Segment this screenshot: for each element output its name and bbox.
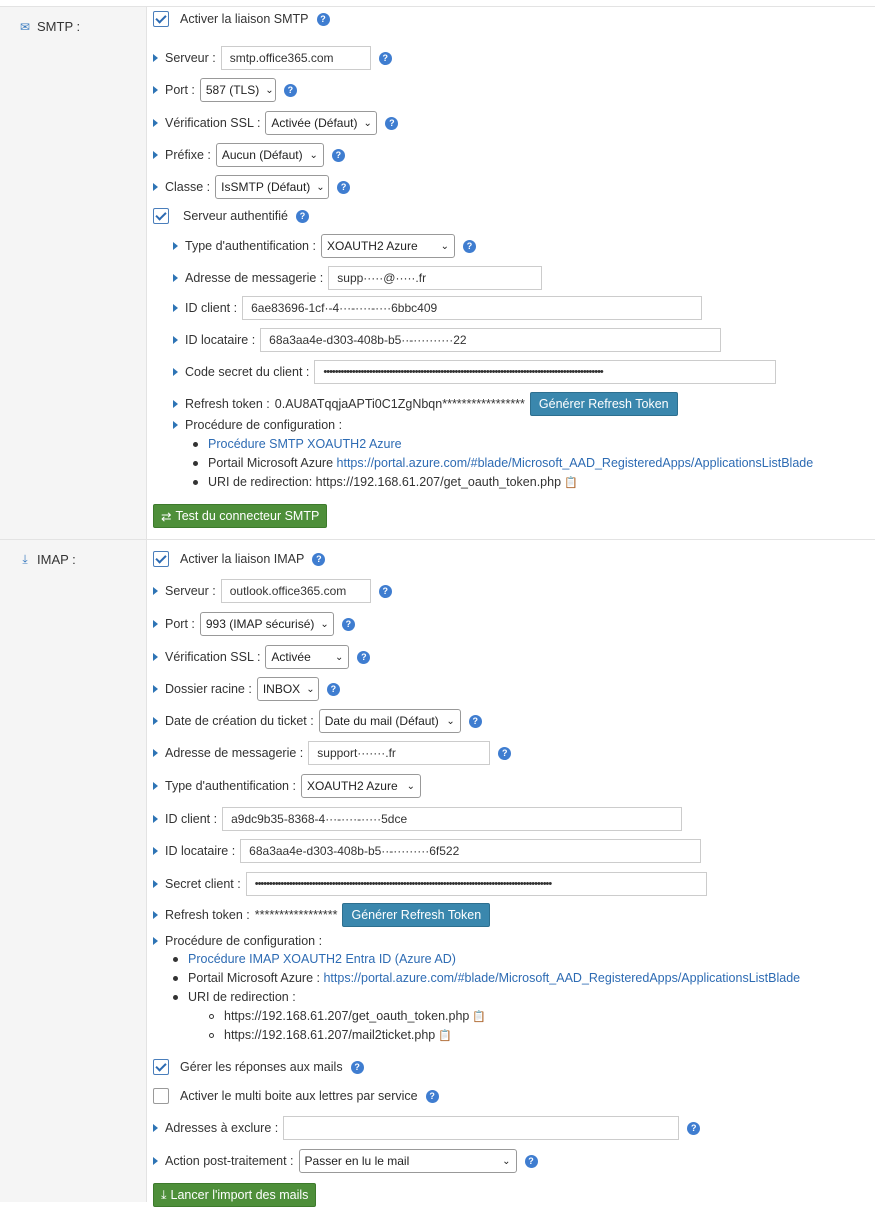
smtp-client-id-label: ID client : <box>185 301 238 315</box>
chevron-down-icon: ⌄ <box>309 149 318 161</box>
smtp-email-label: Adresse de messagerie : <box>185 271 324 285</box>
caret-right-icon <box>153 620 158 628</box>
imap-secret-row <box>153 871 707 897</box>
list-item <box>193 454 813 472</box>
list-item <box>173 950 456 968</box>
smtp-prefix-label: Préfixe : <box>165 148 211 162</box>
smtp-portal-link[interactable]: https://portal.azure.com/#blade/Microsoft_AAD_RegisteredApps/ApplicationsListBlade <box>336 456 814 470</box>
help-icon[interactable]: ? <box>498 747 511 760</box>
imap-auth-type-select[interactable] <box>301 774 421 798</box>
smtp-server-label: Serveur : <box>165 51 216 65</box>
smtp-generate-refresh-button[interactable]: Générer Refresh Token <box>530 392 678 416</box>
chevron-down-icon: ⌄ <box>320 618 329 630</box>
download-icon: ⤓ <box>22 552 28 566</box>
smtp-refresh-value: 0.AU8ATqqjaAPTi0C1ZgNbqn***************** <box>274 397 525 411</box>
imap-auth-type-label: Type d'authentification : <box>165 779 296 793</box>
imap-email-label: Adresse de messagerie : <box>165 746 304 760</box>
smtp-tenant-id-row <box>173 327 721 353</box>
imap-exclude-label: Adresses à exclure : <box>165 1121 279 1135</box>
imap-tenant-id-label: ID locataire : <box>165 844 236 858</box>
smtp-tenant-id-label: ID locataire : <box>185 333 256 347</box>
caret-right-icon <box>153 782 158 790</box>
smtp-secret-input[interactable]: •••••••••••••••••••••••••••••••••••••••••••••••••••••••••••••••••••••••••••••••••••••••••••••••••• <box>314 360 776 384</box>
smtp-auth-type-select[interactable] <box>321 234 455 258</box>
imap-reply-checkbox[interactable] <box>153 1059 169 1075</box>
imap-post-select[interactable] <box>299 1149 517 1173</box>
imap-refresh-label: Refresh token : <box>165 908 250 922</box>
imap-enable-label: Activer la liaison IMAP <box>180 552 305 566</box>
caret-right-icon <box>153 911 158 919</box>
smtp-secret-label: Code secret du client : <box>185 365 310 379</box>
imap-import-row <box>153 1182 316 1208</box>
imap-date-row <box>153 708 482 734</box>
smtp-secret-row <box>173 359 776 385</box>
imap-tenant-id-row <box>153 838 701 864</box>
help-icon[interactable]: ? <box>525 1155 538 1168</box>
help-icon[interactable]: ? <box>317 13 330 26</box>
list-item <box>209 1026 452 1044</box>
caret-right-icon <box>153 880 158 888</box>
imap-folder-label: Dossier racine : <box>165 682 252 696</box>
smtp-test-button-label: Test du connecteur SMTP <box>175 509 320 523</box>
imap-reply-row <box>153 1054 364 1080</box>
smtp-port-select[interactable] <box>200 78 276 102</box>
smtp-port-value: 587 (TLS) <box>205 83 260 97</box>
smtp-portal-label: Portail Microsoft Azure <box>208 456 334 470</box>
help-icon[interactable]: ? <box>327 683 340 696</box>
imap-email-input[interactable]: support·······.fr <box>308 741 490 765</box>
imap-auth-type-row <box>153 773 421 799</box>
smtp-procedure-label: Procédure de configuration : <box>185 418 343 432</box>
list-item <box>209 1007 486 1025</box>
imap-generate-refresh-button[interactable]: Générer Refresh Token <box>342 903 490 927</box>
imap-port-value: 993 (IMAP sécurisé) <box>205 617 315 631</box>
help-icon[interactable]: ? <box>312 553 325 566</box>
smtp-port-label: Port : <box>165 83 195 97</box>
help-icon[interactable]: ? <box>351 1061 364 1074</box>
bullet <box>193 461 198 466</box>
imap-server-row <box>153 578 392 604</box>
caret-right-icon <box>153 151 158 159</box>
help-icon[interactable]: ? <box>379 585 392 598</box>
bullet <box>173 995 178 1000</box>
chevron-down-icon: ⌄ <box>406 780 415 792</box>
envelope-icon: ✉ <box>19 19 31 34</box>
help-icon[interactable]: ? <box>463 240 476 253</box>
chevron-down-icon: ⌄ <box>316 181 325 193</box>
smtp-server-input[interactable]: smtp.office365.com <box>221 46 371 70</box>
imap-server-label: Serveur : <box>165 584 216 598</box>
chevron-down-icon: ⌄ <box>306 683 315 695</box>
help-icon[interactable]: ? <box>379 52 392 65</box>
caret-right-icon <box>153 847 158 855</box>
smtp-ssl-label: Vérification SSL : <box>165 116 261 130</box>
clipboard-icon[interactable]: 📋 <box>472 1010 487 1023</box>
bullet <box>193 480 198 485</box>
smtp-auth-type-label: Type d'authentification : <box>185 239 316 253</box>
caret-right-icon <box>153 587 158 595</box>
imap-exclude-input[interactable] <box>283 1116 679 1140</box>
smtp-client-id-row <box>173 295 702 321</box>
imap-post-label: Action post-traitement : <box>165 1154 294 1168</box>
list-item <box>193 435 402 453</box>
smtp-auth-server-label: Serveur authentifié <box>183 209 288 223</box>
imap-client-id-row <box>153 806 682 832</box>
imap-redirect-label: URI de redirection : <box>188 990 296 1004</box>
caret-right-icon <box>153 685 158 693</box>
smtp-test-row <box>153 503 327 529</box>
imap-label-cell <box>0 540 147 1202</box>
imap-ssl-label: Vérification SSL : <box>165 650 261 664</box>
imap-secret-input[interactable]: •••••••••••••••••••••••••••••••••••••••••••••••••••••••••••••••••••••••••••••••••••••••••••••••••••••••• <box>246 872 707 896</box>
imap-ssl-select[interactable] <box>265 645 349 669</box>
caret-right-icon <box>153 54 158 62</box>
bullet <box>209 1014 214 1019</box>
caret-right-icon <box>153 749 158 757</box>
smtp-class-value: IsSMTP (Défaut) <box>221 180 311 194</box>
imap-date-label: Date de création du ticket : <box>165 714 314 728</box>
imap-tenant-id-input[interactable]: 68a3aa4e-d303-408b-b5··-·········6f522 <box>240 839 701 863</box>
list-item <box>173 988 296 1006</box>
imap-client-id-label: ID client : <box>165 812 218 826</box>
caret-right-icon <box>173 400 178 408</box>
chevron-down-icon: ⌄ <box>363 117 372 129</box>
caret-right-icon <box>173 368 178 376</box>
list-item <box>173 969 800 987</box>
help-icon[interactable]: ? <box>337 181 350 194</box>
help-icon[interactable]: ? <box>342 618 355 631</box>
help-icon[interactable]: ? <box>357 651 370 664</box>
caret-right-icon <box>153 717 158 725</box>
bullet <box>193 442 198 447</box>
imap-email-row <box>153 740 511 766</box>
chevron-down-icon: ⌄ <box>502 1155 511 1167</box>
clipboard-icon[interactable]: 📋 <box>564 476 578 489</box>
imap-date-value: Date du mail (Défaut) <box>324 714 439 728</box>
smtp-procedure-link[interactable]: Procédure SMTP XOAUTH2 Azure <box>208 437 402 451</box>
smtp-client-id-input[interactable]: 6ae83696-1cf·-4···-····-····6bbc409 <box>242 296 702 320</box>
smtp-auth-server-checkbox[interactable] <box>153 208 169 224</box>
caret-right-icon <box>153 815 158 823</box>
smtp-class-select[interactable] <box>215 175 329 199</box>
help-icon[interactable]: ? <box>385 117 398 130</box>
bullet <box>173 976 178 981</box>
caret-right-icon <box>153 86 158 94</box>
smtp-auth-server-row <box>153 203 309 229</box>
help-icon[interactable]: ? <box>284 84 297 97</box>
smtp-ssl-value: Activée (Défaut) <box>271 116 358 130</box>
imap-post-row <box>153 1148 538 1174</box>
chevron-down-icon: ⌄ <box>446 715 455 727</box>
bullet <box>209 1033 214 1038</box>
smtp-label-cell <box>0 7 147 539</box>
smtp-email-row <box>173 265 542 291</box>
exchange-icon: ⇄ <box>161 509 172 524</box>
help-icon[interactable]: ? <box>426 1090 439 1103</box>
imap-port-select[interactable] <box>200 612 334 636</box>
smtp-ssl-select[interactable] <box>265 111 377 135</box>
imap-procedure-link[interactable]: Procédure IMAP XOAUTH2 Entra ID (Azure AD) <box>188 952 456 966</box>
chevron-down-icon: ⌄ <box>335 651 344 663</box>
help-icon[interactable]: ? <box>332 149 345 162</box>
imap-multi-checkbox[interactable] <box>153 1088 169 1104</box>
caret-right-icon <box>153 1124 158 1132</box>
smtp-auth-type-value: XOAUTH2 Azure <box>326 239 418 253</box>
imap-exclude-row <box>153 1115 700 1141</box>
smtp-enable-label: Activer la liaison SMTP <box>180 12 309 26</box>
imap-enable-row <box>153 546 325 572</box>
smtp-redirect-label: URI de redirection: https://192.168.61.207/get_oauth_token.php <box>208 475 562 489</box>
caret-right-icon <box>173 242 178 250</box>
imap-folder-row <box>153 676 340 702</box>
imap-secret-label: Secret client : <box>165 877 241 891</box>
imap-multi-row <box>153 1083 439 1109</box>
chevron-down-icon: ⌄ <box>265 84 274 96</box>
imap-refresh-row <box>153 902 490 928</box>
imap-auth-type-value: XOAUTH2 Azure <box>306 779 398 793</box>
smtp-class-label: Classe : <box>165 180 211 194</box>
imap-reply-label: Gérer les réponses aux mails <box>180 1060 343 1074</box>
imap-multi-label: Activer le multi boite aux lettres par service <box>180 1089 418 1103</box>
imap-refresh-value: ***************** <box>254 908 338 922</box>
imap-ssl-row <box>153 644 370 670</box>
smtp-auth-type-row <box>173 233 476 259</box>
imap-section-label: IMAP : <box>37 552 76 567</box>
smtp-class-row <box>153 174 350 200</box>
caret-right-icon <box>173 421 178 429</box>
imap-client-id-input[interactable]: a9dc9b35-8368-4···-····-·····5dce <box>222 807 682 831</box>
smtp-enable-checkbox[interactable] <box>153 11 169 27</box>
smtp-email-input[interactable]: supp·····@·····.fr <box>328 266 542 290</box>
smtp-ssl-row <box>153 110 398 136</box>
chevron-down-icon: ⌄ <box>440 240 449 252</box>
smtp-section-label: SMTP : <box>37 19 81 34</box>
smtp-prefix-row <box>153 142 345 168</box>
caret-right-icon <box>153 183 158 191</box>
smtp-tenant-id-input[interactable]: 68a3aa4e-d303-408b-b5··-··········22 <box>260 328 721 352</box>
imap-import-button-label: Lancer l'import des mails <box>170 1188 309 1202</box>
help-icon[interactable]: ? <box>296 210 309 223</box>
imap-redirect-1: https://192.168.61.207/get_oauth_token.php <box>224 1009 470 1023</box>
list-item <box>193 473 578 491</box>
bullet <box>173 957 178 962</box>
smtp-server-row <box>153 45 392 71</box>
smtp-prefix-value: Aucun (Défaut) <box>221 148 303 162</box>
imap-import-button[interactable] <box>153 1183 316 1207</box>
imap-enable-checkbox[interactable] <box>153 551 169 567</box>
imap-port-row <box>153 611 355 637</box>
caret-right-icon <box>173 336 178 344</box>
caret-right-icon <box>153 119 158 127</box>
smtp-refresh-label: Refresh token : <box>185 397 270 411</box>
download-icon: ⤓ <box>161 1187 167 1202</box>
imap-ssl-value: Activée <box>271 650 311 664</box>
imap-folder-select[interactable] <box>257 677 319 701</box>
smtp-prefix-select[interactable] <box>216 143 324 167</box>
caret-right-icon <box>153 1157 158 1165</box>
help-icon[interactable]: ? <box>687 1122 700 1135</box>
smtp-test-button[interactable] <box>153 504 327 528</box>
caret-right-icon <box>173 304 178 312</box>
imap-server-input[interactable]: outlook.office365.com <box>221 579 371 603</box>
smtp-port-row <box>153 77 297 103</box>
clipboard-icon[interactable]: 📋 <box>438 1029 452 1042</box>
imap-portal-link[interactable]: https://portal.azure.com/#blade/Microsoft_AAD_RegisteredApps/ApplicationsListBlade <box>323 971 801 985</box>
caret-right-icon <box>153 653 158 661</box>
imap-date-select[interactable] <box>319 709 461 733</box>
caret-right-icon <box>153 937 158 945</box>
imap-post-value: Passer en lu le mail <box>304 1154 410 1168</box>
help-icon[interactable]: ? <box>469 715 482 728</box>
imap-procedure-label: Procédure de configuration : <box>165 934 323 948</box>
imap-folder-value: INBOX <box>262 682 301 696</box>
smtp-enable-row <box>153 6 330 32</box>
imap-redirect-2: https://192.168.61.207/mail2ticket.php <box>224 1028 436 1042</box>
caret-right-icon <box>173 274 178 282</box>
imap-port-label: Port : <box>165 617 195 631</box>
imap-portal-label: Portail Microsoft Azure : <box>188 971 320 985</box>
